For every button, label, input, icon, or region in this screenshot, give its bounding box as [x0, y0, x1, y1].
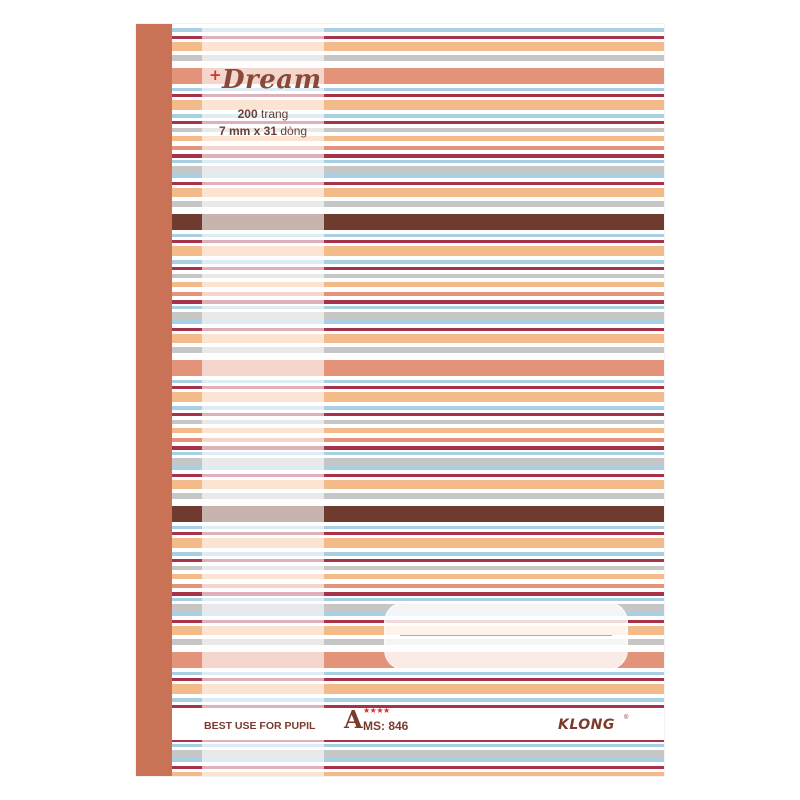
red-cross-icon: +	[209, 66, 222, 84]
name-label-box	[386, 604, 626, 668]
notebook-cover	[136, 24, 664, 776]
star-icon: ★★★★	[363, 706, 390, 715]
name-write-line	[400, 635, 612, 636]
brand-name: Dream	[222, 65, 322, 95]
page-count	[202, 108, 324, 121]
page-count-unit: trang	[261, 107, 289, 121]
model-number: MS: 846	[363, 719, 409, 733]
line-count-unit: dòng	[280, 124, 308, 138]
page-count-number: 200	[237, 107, 258, 121]
grade-letter: A	[344, 705, 363, 734]
line-spacing: 7 mm x	[218, 124, 261, 138]
brand-logo	[206, 64, 324, 98]
line-count-number: 31	[263, 124, 277, 138]
audience-text: BEST USE FOR PUPIL	[204, 720, 316, 732]
trademark-symbol: ®	[624, 715, 629, 721]
cover-spine	[136, 24, 172, 776]
manufacturer-logo: KLONG	[558, 717, 615, 733]
line-spec	[202, 125, 324, 138]
